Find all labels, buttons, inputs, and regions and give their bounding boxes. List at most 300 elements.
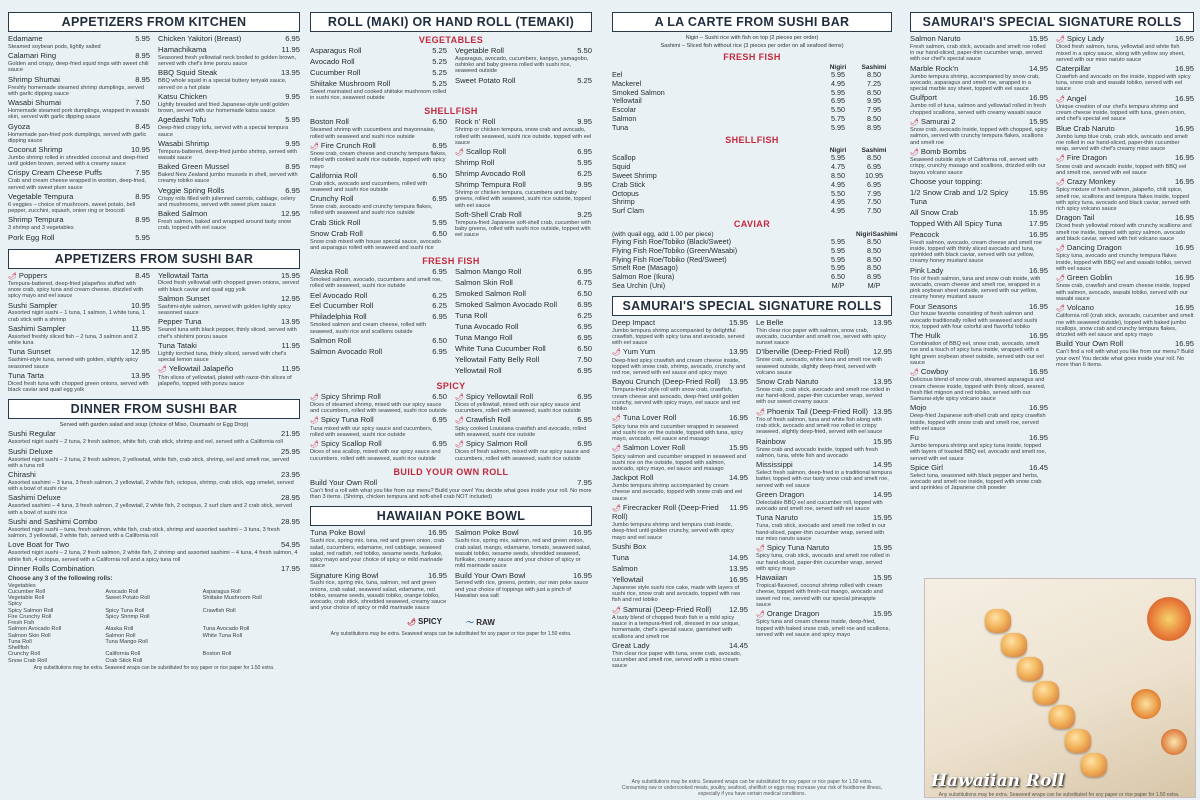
menu-item-name-text: Firecracker Roll (Deep-Fried Roll)	[612, 502, 719, 522]
menu-item-name	[612, 554, 629, 563]
menu-item	[756, 438, 892, 459]
price-nigiri: 5.95	[831, 70, 845, 79]
poke-header: HAWAIIAN POKE BOWL	[310, 506, 592, 526]
menu-item-name	[310, 230, 363, 239]
menu-item-name-text: Baked Salmon	[158, 209, 208, 219]
price-row-name: Sweet Shrimp	[612, 171, 657, 181]
menu-item-row	[1056, 304, 1194, 313]
menu-item-description: Fresh salmon, baked and wrapped around tasty snow crab, topped with eel sauce	[158, 219, 292, 232]
menu-item-row	[8, 35, 150, 44]
menu-item-price: 13.95	[130, 370, 150, 380]
fresh-fish-left	[310, 268, 447, 378]
menu-item	[910, 148, 1048, 176]
bottom-notes	[612, 779, 892, 797]
menu-item	[910, 209, 1048, 218]
alacarte-shell-table	[612, 154, 892, 215]
menu-item-row	[158, 272, 300, 281]
menu-item	[455, 148, 592, 157]
menu-item-name	[910, 178, 982, 187]
menu-item-name	[158, 318, 202, 327]
menu-item-price: 6.95	[285, 185, 300, 195]
menu-item-row	[310, 69, 447, 78]
menu-item	[158, 365, 300, 387]
menu-item	[1056, 340, 1194, 368]
price-row	[612, 207, 892, 216]
sushi-piece	[1049, 705, 1075, 729]
menu-item-description: Trio of fresh salmon, tuna and snow crab inside, with avocado, cream cheese and smelt roe, wrapped in a pink soybean sheet outside, served with our yellow, creamy honey mustard sauce	[910, 275, 1041, 301]
menu-item-name	[310, 440, 382, 449]
menu-item-description: Combination of BBQ eel, snow crab, avocado, smelt roe and a touch of spicy tuna inside, wrapped with a light green soybean sheet outside, served with our eel sauce	[910, 341, 1044, 366]
menu-item-name	[158, 140, 209, 149]
chili-pepper-icon: 🌶	[1056, 95, 1065, 103]
col-nigiri: Nigiri	[829, 147, 847, 155]
roll-group-item: Alaska Roll	[105, 626, 134, 633]
menu-item-row	[756, 438, 892, 447]
menu-item-row	[455, 159, 592, 168]
roll-group-item: Spicy Shrimp Roll	[105, 613, 150, 620]
price-row	[612, 154, 892, 163]
menu-item-name-text: Salmon Sunset	[158, 293, 210, 303]
menu-item-name-text: Gulfport	[910, 93, 938, 103]
menu-item	[455, 118, 592, 146]
menu-item-row	[310, 268, 447, 277]
menu-item-name-text: Sushi Regular	[8, 429, 56, 439]
menu-item-row	[1056, 125, 1194, 134]
col-sashimi: Sashimi	[872, 230, 898, 238]
menu-item-description: Snow crab, crawfish and cream cheese inside, topped with salmon, avocado, wasabi tobiko, served with our wasabi sauce	[1056, 283, 1191, 302]
roll-group-grid	[8, 589, 300, 602]
menu-item-row	[455, 118, 592, 127]
menu-item-row	[910, 189, 1048, 207]
legend-raw-label: RAW	[476, 617, 495, 627]
menu-item-name-text: Tuna Tataki	[158, 340, 197, 350]
menu-item-row	[910, 404, 1048, 413]
menu-item-price: 6.95	[285, 34, 300, 43]
menu-item-name-text: Salmon Mango Roll	[455, 267, 522, 277]
menu-item-name-text: 1/2 Snow Crab and 1/2 Spicy Tuna	[910, 187, 1009, 206]
menu-item-name-text: Alaska Roll	[310, 267, 348, 277]
menu-item-row	[1056, 274, 1194, 283]
menu-item	[756, 461, 892, 489]
menu-item	[310, 219, 447, 228]
menu-item-row	[756, 574, 892, 583]
menu-item-row	[310, 58, 447, 67]
roll-group-label: Shellfish	[8, 645, 30, 652]
menu-item-row	[310, 313, 447, 322]
menu-item-price: 15.95	[1028, 116, 1048, 126]
byo-subheader: BUILD YOUR OWN ROLL	[393, 466, 509, 477]
menu-item-name	[8, 76, 60, 85]
menu-item-description: Tempura-battered, deep-fried jumbo shrimp, served with wasabi sauce	[158, 148, 297, 161]
menu-item-price: 16.95	[1028, 229, 1048, 239]
menu-item-name	[1056, 244, 1122, 253]
menu-item-price: 6.95	[577, 299, 592, 309]
roll-group-item	[203, 658, 300, 664]
menu-item-name-text: Shrimp Tempura	[8, 215, 64, 225]
menu-item-name	[910, 35, 961, 44]
menu-item-name-text: Volcano	[1066, 303, 1094, 313]
menu-item-row	[612, 554, 748, 563]
menu-item-description: Snow crab and avocado inside, topped with BBQ eel and smelt roe, served with eel sauce	[1056, 163, 1187, 176]
menu-item-name	[8, 193, 73, 202]
menu-item-row	[8, 518, 300, 527]
menu-item-row	[455, 290, 592, 299]
menu-item-name-text: Spicy Salmon Roll	[465, 439, 528, 449]
menu-item-price: 6.95	[432, 439, 447, 449]
chili-pepper-icon: 🌶	[1056, 155, 1065, 163]
menu-item-description: Deep-fried crispy tofu, served with a special tempura sauce	[158, 125, 289, 138]
menu-item-price: 15.95	[872, 573, 892, 583]
menu-item-name-text: Tuna Lover Roll	[622, 413, 677, 423]
poke-left	[310, 529, 447, 613]
menu-item	[910, 118, 1048, 146]
menu-item-name-text: Great Lady	[612, 640, 650, 650]
menu-item-row	[310, 172, 447, 181]
menu-item-name	[910, 332, 940, 341]
menu-item-row	[158, 46, 300, 55]
menu-item-row	[310, 302, 447, 311]
roll-group-item: Tuna Mango Roll	[105, 638, 148, 645]
menu-item-description: Crawfish and avocado on the inside, topped with spicy tuna, snow crab and wasabi tobiko, served with eel sauce	[1056, 73, 1191, 93]
appetizers-sushi-header: APPETIZERS FROM SUSHI BAR	[8, 249, 300, 269]
menu-item-description: 3 shrimp and 3 vegetables	[8, 225, 74, 232]
flower-garnish	[1161, 729, 1187, 755]
menu-item-name-text: Signature King Bowl	[310, 570, 379, 580]
menu-item	[8, 518, 300, 539]
menu-item-name-text: Eel Avocado Roll	[310, 290, 368, 300]
menu-item	[910, 368, 1048, 402]
menu-item-price: 11.95	[281, 364, 300, 374]
menu-item-description: Tempura-fried style roll with snow crab, crawfish, cream cheese and avocado, deep-fried until golden crunchy, served with spicy mayo, eel sauce and red tobiko	[612, 387, 740, 413]
menu-item-description: Spicy tuna mix and cucumber wrapped in seaweed and sushi rice on the outside, topped with tuna, spicy mayo, avocado, eel sauce and masago	[612, 423, 744, 443]
menu-item-name	[612, 474, 653, 483]
menu-item-name	[8, 169, 102, 178]
menu-item-name-text: Orange Dragon	[766, 609, 820, 618]
menu-item-name	[8, 518, 97, 527]
price-row	[612, 115, 892, 124]
menu-item-name-text: Bayou Crunch (Deep-Fried Roll)	[612, 377, 721, 387]
menu-item-name	[612, 504, 726, 522]
menu-item-row	[612, 378, 748, 387]
menu-item-name	[756, 378, 818, 387]
menu-item-row	[455, 356, 592, 365]
menu-item-description: Assorted nigiri sushi – 2 tuna, 2 fresh salmon, white fish, crab stick, shrimp and eel, served with a California roll	[8, 439, 283, 446]
menu-item-row	[8, 448, 300, 457]
menu-item-price: 6.50	[432, 335, 447, 345]
menu-item-price: 9.95	[577, 180, 592, 190]
menu-item-price: 6.50	[432, 170, 447, 180]
hawaiian-roll-photo	[924, 578, 1196, 798]
menu-item-description: Jumbo lump blue crab, crab stick, avocado and smelt roe rolled in our hand-sliced, paper-thin cucumber wrap, served with chef's creamy miso sauce	[1056, 133, 1188, 153]
menu-item-name-text: Angel	[1066, 93, 1087, 103]
menu-item-name-text: Shrimp Avocado Roll	[455, 169, 526, 179]
menu-item-name-text: Salmon Lover Roll	[622, 443, 685, 453]
price-row	[612, 106, 892, 115]
menu-item-price: 12.95	[872, 347, 892, 357]
price-sashimi: 8.50	[867, 236, 881, 246]
menu-item	[8, 35, 150, 50]
menu-item-name-text: Hamachikama	[158, 44, 207, 54]
menu-item-row	[1056, 214, 1194, 223]
menu-item-name-text: Smoked Salmon Roll	[455, 288, 526, 298]
menu-item-price: 12.95	[280, 293, 300, 303]
menu-item-row	[1056, 154, 1194, 163]
menu-item-row	[158, 365, 300, 374]
menu-item-name	[158, 35, 241, 44]
menu-item-name-text: Cowboy	[920, 367, 949, 377]
menu-item-row	[910, 94, 1048, 103]
price-sashimi: 6.95	[867, 162, 881, 172]
menu-item-name	[910, 209, 958, 218]
menu-item-name	[612, 444, 685, 453]
menu-item-name	[455, 572, 526, 581]
menu-item-price: 16.95	[1174, 243, 1194, 253]
menu-item-price: 6.50	[432, 117, 447, 127]
menu-item	[910, 220, 1048, 229]
dinner-list	[8, 430, 300, 573]
menu-item-name-text: Dancing Dragon	[1066, 243, 1122, 253]
menu-item	[310, 529, 447, 569]
menu-item-name-text: Sushi and Sashimi Combo	[8, 516, 98, 526]
menu-item-name-text: Jackpot Roll	[612, 473, 654, 483]
roll-group-item: Fire Crunchy Roll	[8, 613, 52, 620]
menu-item-row	[1056, 244, 1194, 253]
vegetables-left	[310, 47, 447, 103]
menu-item-price: 16.95	[1174, 177, 1194, 187]
menu-item-price: 8.95	[135, 51, 150, 61]
menu-item	[910, 267, 1048, 301]
menu-item-row	[455, 345, 592, 354]
price-row-name: Surf Clam	[612, 206, 644, 216]
menu-item-row	[310, 230, 447, 239]
menu-item-name-text: Salmon Roll	[310, 335, 351, 345]
menu-item-row	[455, 148, 592, 157]
menu-item-name	[612, 414, 676, 423]
menu-item-price: 6.50	[577, 288, 592, 298]
menu-item-description: Diced fresh yellowtail with chopped green onions, served with black caviar and quail egg yolk	[158, 280, 299, 293]
menu-item	[910, 231, 1048, 265]
signature-b-list	[910, 35, 1194, 494]
chili-pepper-icon: 🌶	[455, 149, 464, 157]
chili-pepper-icon: 🌶	[612, 606, 621, 614]
menu-item-price: 13.95	[872, 406, 892, 416]
menu-item	[910, 434, 1048, 462]
menu-item	[310, 337, 447, 346]
price-row-name: Flying Fish Roe/Tobiko (Black/Sweet)	[612, 236, 732, 246]
menu-item-description: Assorted nigiri sushi – 2 tuna, 2 fresh salmon, 2 yellowtail, white fish, crab stick, shrimp, eel and smelt roe, served with a tuna roll	[8, 456, 290, 469]
menu-item-row	[8, 372, 150, 381]
menu-item-price: 6.50	[432, 391, 447, 401]
price-row-name: Escolar	[612, 105, 636, 115]
menu-item-price: 6.95	[577, 365, 592, 375]
menu-item-price: 15.95	[872, 609, 892, 618]
menu-item	[910, 189, 1048, 207]
price-nigiri: 4.95	[831, 206, 845, 216]
menu-item	[8, 234, 150, 243]
menu-item-price: 14.95	[1028, 63, 1048, 73]
price-nigiri: 5.75	[831, 113, 845, 123]
menu-item-name	[310, 348, 382, 357]
menu-item-description: Diced fresh yellowtail mixed with crunchy scallions and smelt roe inside, topped with spicy salmon, avocado and black caviar, served with hot volcano sauce	[1056, 223, 1192, 242]
menu-item	[612, 474, 748, 502]
menu-item-price: 12.95	[130, 347, 150, 357]
chili-pepper-icon: 🌶	[910, 118, 919, 126]
menu-item-name-text: BBQ Squid Steak	[158, 68, 218, 78]
menu-item	[8, 372, 150, 393]
menu-item	[455, 47, 592, 75]
menu-item	[310, 118, 447, 139]
price-nigiri: 8.50	[831, 171, 845, 181]
menu-item-name-text: Baked Green Mussel	[158, 162, 229, 172]
menu-item	[1056, 304, 1194, 338]
menu-item-row	[310, 337, 447, 346]
menu-item-price: 15.95	[280, 270, 300, 280]
menu-item-name-text: Edamame	[8, 34, 43, 43]
menu-item-price: 54.95	[280, 540, 300, 550]
dinner-note: Served with garden salad and soup (choice of Miso, Osumashi or Egg Drop)	[59, 422, 249, 429]
menu-item-name-text: Sweet Potato Roll	[455, 75, 516, 85]
menu-item-price: 5.95	[432, 217, 447, 227]
menu-item-row	[612, 474, 748, 483]
menu-item-row	[612, 348, 748, 357]
menu-item-name-text: Spicy Shrimp Roll	[320, 391, 381, 401]
menu-item-name-text: Pork Egg Roll	[8, 232, 55, 242]
menu-item-name	[1056, 304, 1094, 313]
menu-item	[158, 342, 300, 363]
menu-item-row	[455, 572, 592, 581]
poke-footnote: Any substitutions may be extra. Seaweed wraps can be substituted for soy paper or rice paper for 1.50 extra.	[330, 630, 572, 637]
menu-item	[455, 159, 592, 168]
menu-item-row	[910, 65, 1048, 74]
roll-group-item	[203, 614, 300, 620]
menu-item-row	[910, 220, 1048, 229]
menu-item-name-text: Phoenix Tail (Deep-Fried Roll)	[766, 406, 869, 416]
alacarte-header: A LA CARTE FROM SUSHI BAR	[612, 12, 892, 32]
price-nigiri: 6.50	[831, 272, 845, 282]
menu-item-price: 6.95	[577, 267, 592, 277]
menu-item-name-text: Yum Yum	[622, 347, 656, 357]
price-sashimi: 8.50	[867, 87, 881, 97]
menu-item-name-text: The Hulk	[910, 331, 941, 341]
sushi-piece	[1081, 753, 1107, 777]
price-row-name: Shrimp	[612, 197, 635, 207]
menu-item-price: 6.25	[432, 290, 447, 300]
menu-item-description: Can't find a roll with what you like from our menu? Build your own! You decide what goes inside your roll. No more than 6 items.	[1056, 349, 1194, 368]
price-nigiri: 6.95	[831, 96, 845, 106]
menu-item	[756, 514, 892, 542]
menu-item-row	[158, 295, 300, 304]
menu-item-row	[910, 332, 1048, 341]
menu-item-row	[756, 319, 892, 328]
menu-item-price: 15.95	[728, 443, 748, 453]
menu-item-name-text: Sushi Box	[612, 541, 647, 551]
menu-item	[455, 393, 592, 415]
menu-item-name-text: Coconut Shrimp	[8, 145, 63, 155]
menu-item-row	[8, 52, 150, 61]
menu-item-name	[455, 356, 539, 365]
menu-item-row	[310, 219, 447, 228]
price-row	[612, 172, 892, 181]
chili-pepper-icon: 🌶	[310, 393, 319, 401]
menu-item-name-text: Poppers	[18, 270, 48, 280]
menu-item-row	[310, 529, 447, 538]
menu-item-description: Assorted nigiri sushi – 1 tuna, 1 salmon, 1 white tuna, 1 crab stick with a shrimp	[8, 310, 146, 323]
menu-item	[158, 93, 300, 114]
menu-item	[455, 440, 592, 462]
menu-item-description: Sashimi-style tuna, served with golden, slightly spicy seasoned sauce	[8, 357, 138, 370]
menu-item	[455, 572, 592, 600]
menu-item	[310, 69, 447, 78]
menu-item-name-text: Spicy Lady	[1066, 34, 1105, 43]
menu-item-name	[455, 529, 519, 538]
roll-group-item: Asparagus Roll	[202, 588, 241, 595]
menu-item	[158, 46, 300, 67]
menu-item-row	[455, 77, 592, 86]
menu-item-price: 6.95	[432, 312, 447, 322]
menu-item-description: Jumbo tempura shrimp and spicy tuna inside, topped with layers of toasted BBQ eel, avocado and smelt roe, served with eel sauce	[910, 443, 1047, 462]
menu-item-description: Sushi rice, spring mix, tuna, salmon, red and green onions, crab salad, seaweed salad, edamame, red tobiko, sesame seeds, wasabi tobiko, orange tobiko, avocado, crab stick, shredded seaweed, creamy sauce and your choice of spicy or mild marinade sauce	[310, 580, 447, 612]
menu-item-price: 6.95	[577, 321, 592, 331]
menu-item-price: 14.95	[728, 473, 748, 483]
flower-garnish	[1131, 689, 1161, 719]
menu-item-price: 13.95	[872, 377, 892, 387]
menu-item-name-text: Soft-Shell Crab Roll	[455, 209, 522, 219]
dinner-header: DINNER FROM SUSHI BAR	[8, 399, 300, 419]
chili-pepper-icon: 🌶	[455, 441, 464, 449]
menu-item-row	[158, 187, 300, 196]
menu-item-name-text: Four Seasons	[910, 301, 958, 311]
menu-item-description: Tuna, crab stick, avocado and smelt roe rolled in our hand-sliced, paper-thin cucumber wrap, served with our miso naruto sauce	[756, 523, 886, 542]
roll-group-item: Boston Roll	[202, 651, 232, 658]
menu-item-price: 6.95	[577, 147, 592, 157]
menu-item-name	[455, 181, 526, 190]
price-row-name: Salmon Roe (Ikura)	[612, 272, 675, 282]
menu-item-row	[158, 318, 300, 327]
chili-pepper-icon: 🌶	[756, 408, 765, 416]
menu-item	[310, 172, 447, 193]
menu-item-name-text: Samurai 2	[920, 116, 956, 126]
menu-item-description: Deep-fried Japanese soft-shell crab and spicy crawfish inside, topped with snow crab and smelt roe, served with eel sauce	[910, 413, 1046, 432]
menu-item-name-text: Tuna Naruto	[756, 513, 798, 523]
menu-item	[1056, 214, 1194, 242]
menu-item-description: Trio of fresh salmon, tuna and white fish along with crab stick, avocado and smelt roe rolled in crispy seaweed, slightly deep-fried, served with eel sauce	[756, 416, 883, 436]
menu-item-name-text: Hawaiian	[756, 573, 788, 583]
roll-group-item: Spicy Tuna Roll	[105, 607, 145, 614]
menu-item-description: Unique creation of our chef's tempura shrimp and cream cheese inside, topped with tuna, green onion, and chef's special eel sauce	[1056, 103, 1186, 123]
roll-group-item: Sweet Potato Roll	[105, 595, 150, 602]
menu-item-description: Snow crab, avocado and crunchy tempura flakes, rolled with seaweed and sushi rice outside	[310, 204, 433, 217]
menu-item-row	[612, 504, 748, 522]
menu-item-row	[8, 193, 150, 202]
fresh-fish-list	[310, 268, 592, 378]
menu-item-price: 11.95	[131, 323, 150, 333]
chili-pepper-icon: 🌶	[612, 504, 621, 512]
menu-item	[310, 292, 447, 301]
menu-item-name	[1056, 214, 1094, 223]
menu-item-price: 8.95	[135, 191, 150, 201]
menu-item-name-text: Crawfish Roll	[465, 415, 511, 425]
menu-item-description: Dices of sea scallop, mixed with our spicy sauce and cucumbers, rolled with seaweed, sushi rice outside	[310, 449, 441, 462]
menu-item-price: 7.50	[135, 98, 150, 108]
menu-item-row	[455, 47, 592, 56]
menu-item-row	[8, 146, 150, 155]
menu-item-price: 11.95	[281, 44, 300, 54]
menu-item-price: 7.50	[577, 354, 592, 364]
menu-item-name	[756, 408, 868, 417]
chili-pepper-icon: 🌶	[310, 142, 319, 150]
menu-item-name-text: Wasabi Shumai	[8, 98, 61, 108]
menu-item-name-text: Tuna Mango Roll	[455, 332, 513, 342]
